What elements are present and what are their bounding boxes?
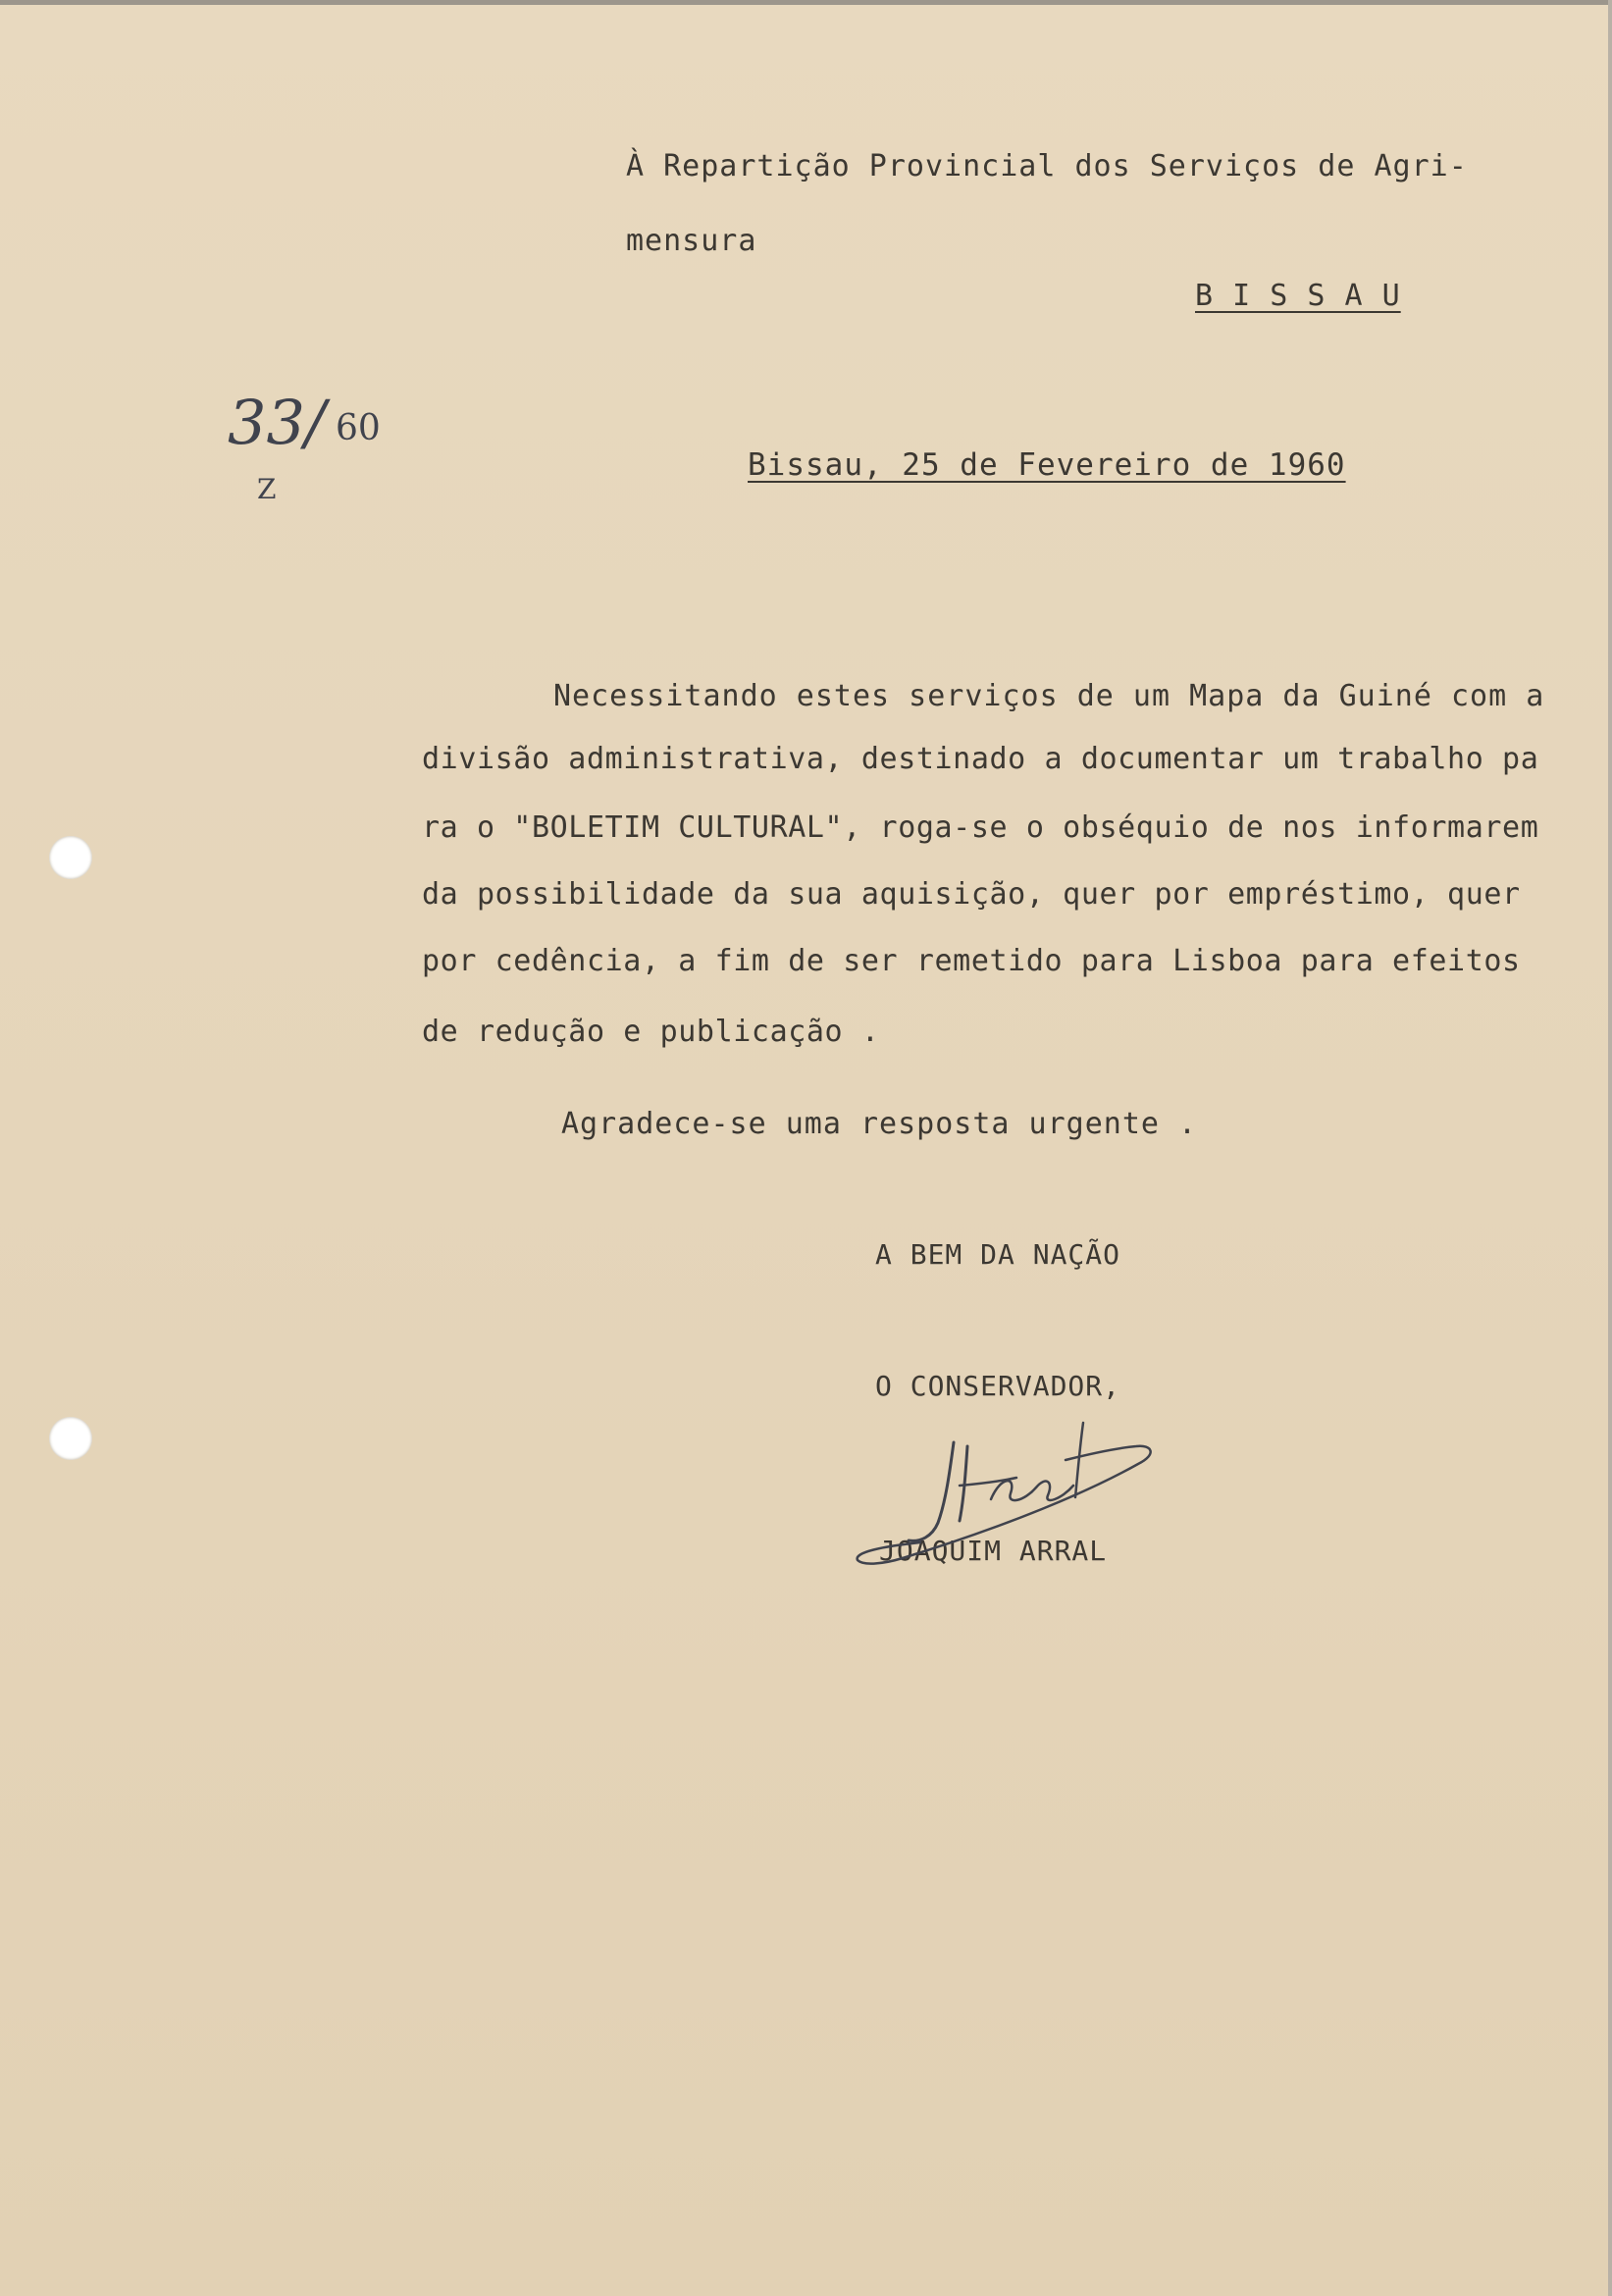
salutation: A BEM DA NAÇÃO (875, 1238, 1121, 1271)
addressee-city: B I S S A U (1195, 279, 1401, 313)
punch-hole-lower (49, 1417, 92, 1460)
body-line-4: da possibilidade da sua aquisição, quer por empréstimo, quer (422, 877, 1521, 912)
body-line-6: de redução e publicação . (422, 1015, 880, 1049)
addressee-line-1: À Repartição Provincial dos Serviços de Agri- (626, 149, 1468, 183)
body-line-5: por cedência, a fim de ser remetido para Lisboa para efeitos (422, 944, 1521, 978)
signatory-title: O CONSERVADOR, (875, 1370, 1121, 1402)
addressee-line-2: mensura (626, 224, 757, 258)
letter-date: Bissau, 25 de Fevereiro de 1960 (748, 447, 1346, 483)
signatory-name: JOAQUIM ARRAL (879, 1535, 1108, 1567)
page-right-edge (1608, 0, 1612, 2296)
page-top-edge (0, 0, 1612, 5)
body-line-1: Necessitando estes serviços de um Mapa da Guiné com a (553, 679, 1545, 713)
closing-request: Agradece-se uma resposta urgente . (561, 1107, 1198, 1141)
handwritten-signature (844, 1403, 1197, 1580)
body-line-3: ra o "BOLETIM CULTURAL", roga-se o obséquio de nos informarem (422, 810, 1539, 845)
punch-hole-upper (49, 836, 92, 879)
reference-year: 60 (336, 408, 381, 448)
reference-mark: Z (257, 473, 277, 505)
reference-number: 33/ (228, 387, 326, 458)
body-line-2: divisão administrativa, destinado a documentar um trabalho pa (422, 742, 1539, 776)
